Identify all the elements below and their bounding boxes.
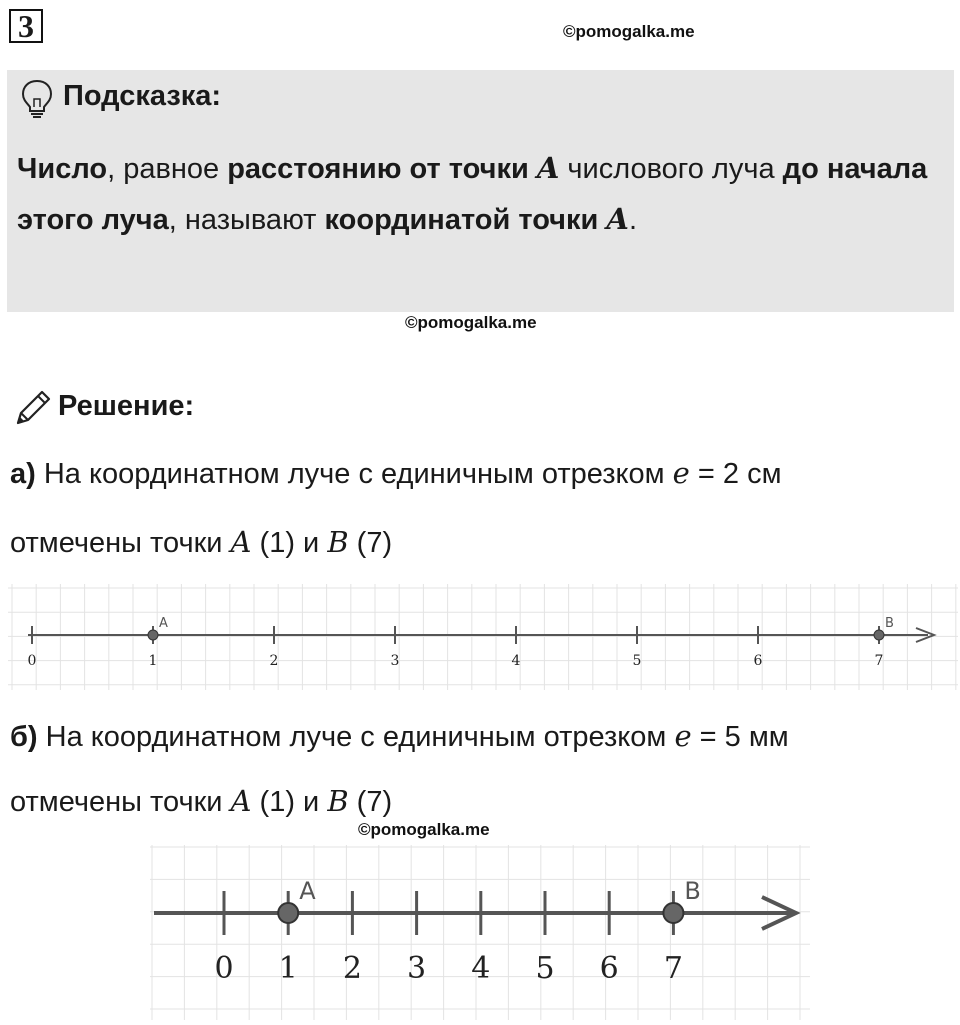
tick-label: 3 (407, 951, 427, 986)
hint-text-part: расстоянию от точки (227, 153, 537, 185)
point-b (663, 903, 683, 923)
part-a-point2-coord: (7) (348, 527, 393, 559)
part-a-text: На координатном луче с единичным отрезком (35, 458, 673, 490)
hint-text-part: Число (17, 153, 108, 185)
number-line-a (8, 584, 958, 690)
part-a-point2: B (327, 525, 349, 559)
part-a-unit-var: e (672, 456, 690, 490)
part-b-label: б) (10, 721, 38, 753)
hint-text-part: , равное (107, 153, 228, 185)
tick-label: 1 (148, 653, 158, 669)
part-b-point2-coord: (7) (348, 786, 393, 818)
part-b-point2: B (327, 784, 349, 818)
tick-label: 2 (342, 951, 362, 986)
tick-label: 5 (632, 653, 642, 669)
part-a-line2 (10, 525, 392, 560)
point-label: B (885, 616, 894, 631)
part-a-unit-value: = 2 см (689, 458, 782, 490)
tick-label: 1 (278, 951, 298, 986)
number-line-b (150, 845, 810, 1020)
tick-label: 4 (471, 951, 491, 986)
tick-label: 7 (663, 951, 683, 986)
tick-label: 2 (269, 653, 279, 669)
tick-label: 7 (874, 653, 884, 669)
watermark: ©pomogalka.me (563, 22, 695, 41)
part-a-label: а) (10, 458, 36, 490)
watermark: ©pomogalka.me (358, 820, 490, 839)
hint-var-a: A (536, 151, 560, 185)
hint-text-part: координатой точки (324, 204, 607, 236)
part-a-text2: отмечены точки (10, 527, 231, 559)
hint-text-part: , называют (168, 204, 325, 236)
part-a-point1-coord: (1) и (251, 527, 328, 559)
tick-label: 6 (753, 653, 763, 669)
lightbulb-icon (20, 79, 54, 119)
part-b-unit-value: = 5 мм (691, 721, 789, 753)
tick-label: 6 (599, 951, 619, 986)
part-b-point1: A (230, 784, 252, 818)
part-a-line1 (10, 456, 782, 491)
point-label: B (684, 877, 701, 905)
part-b-line2 (10, 784, 392, 819)
part-b-point1-coord: (1) и (251, 786, 328, 818)
tick-label: 5 (535, 951, 555, 986)
part-b-line1 (10, 719, 789, 754)
tick-label: 0 (27, 653, 37, 669)
pencil-icon (12, 387, 54, 429)
hint-text-part: числового луча (559, 153, 783, 185)
part-a-point1: A (230, 525, 252, 559)
tick-label: 3 (390, 653, 400, 669)
solution-title: Решение: (58, 390, 195, 422)
point-a (148, 630, 158, 640)
tick-label: 4 (511, 653, 521, 669)
hint-text (17, 143, 937, 245)
point-label: A (299, 877, 316, 905)
part-b-unit-var: e (674, 719, 692, 753)
point-b (874, 630, 884, 640)
part-b-text2: отмечены точки (10, 786, 231, 818)
task-number: 3 (9, 9, 43, 43)
point-a (278, 903, 298, 923)
point-label: A (159, 616, 168, 631)
hint-title: Подсказка: (63, 80, 222, 112)
tick-label: 0 (214, 951, 234, 986)
part-b-text: На координатном луче с единичным отрезком (37, 721, 675, 753)
watermark: ©pomogalka.me (405, 313, 537, 332)
hint-var-a: A (606, 202, 629, 236)
hint-text-part: . (628, 204, 637, 236)
hint-text-part: до начала этого луча (17, 153, 928, 236)
